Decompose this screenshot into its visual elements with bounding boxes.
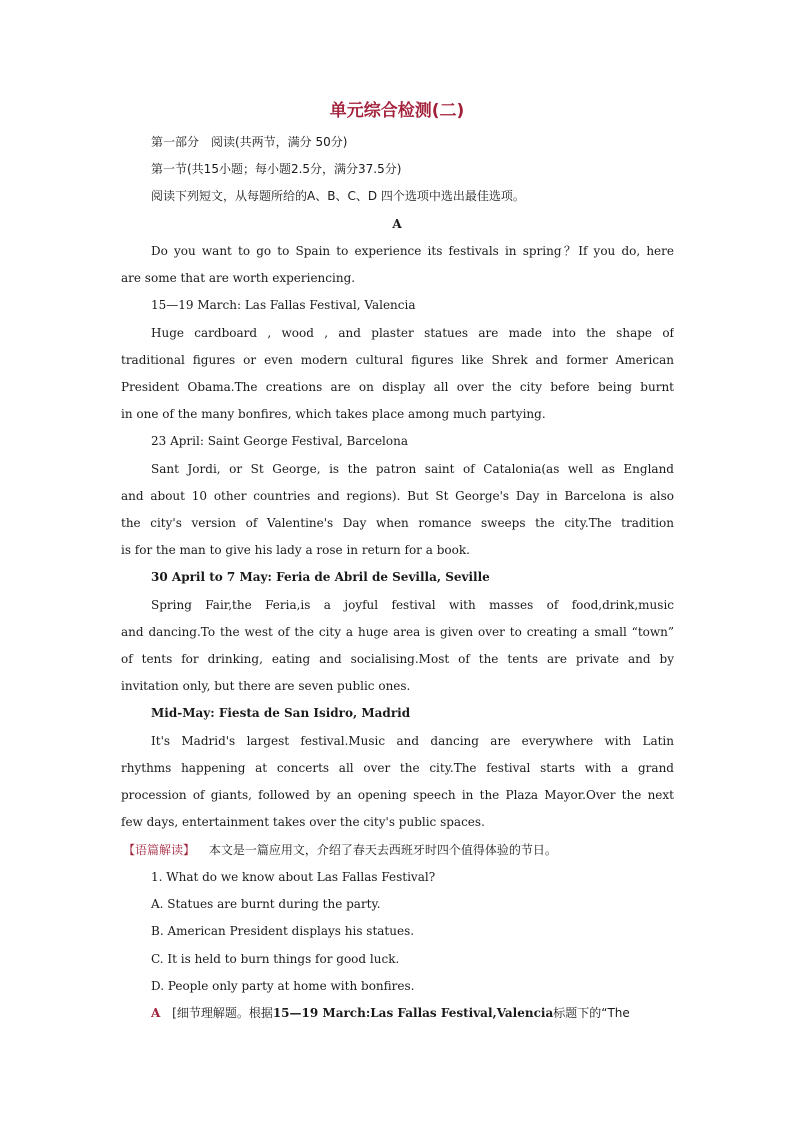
part-heading: 第一部分 阅读(共两节，满分 50分) <box>151 135 348 149</box>
paragraph-line: the city's version of Valentine's Day when romance sweeps the city.The tradition <box>121 516 674 530</box>
paragraph-line: few days, entertainment takes over the city's public spaces. <box>121 815 485 829</box>
paragraph-line: Huge cardboard , wood , and plaster statues are made into the shape of <box>151 326 674 340</box>
paragraph-line: procession of giants, followed by an opening speech in the Plaza Mayor.Over the next <box>121 788 674 802</box>
paragraph-line: and dancing.To the west of the city a huge area is given over to creating a small “town” <box>121 625 674 639</box>
paragraph-line: Spring Fair,the Feria,is a joyful festival with masses of food,drink,music <box>151 598 674 612</box>
paragraph-line: of tents for drinking, eating and socialising.Most of the tents are private and by <box>121 652 674 666</box>
question-option: A. Statues are burnt during the party. <box>151 897 381 911</box>
paragraph-line: and about 10 other countries and regions). But St George's Day in Barcelona is also <box>121 489 674 503</box>
question-option: D. People only party at home with bonfires. <box>151 979 415 993</box>
question-option: C. It is held to burn things for good luck. <box>151 952 400 966</box>
paragraph-line: is for the man to give his lady a rose in return for a book. <box>121 543 470 557</box>
explanation-text: [细节理解题。根据 <box>172 1006 273 1020</box>
answer-explanation <box>151 1005 674 1021</box>
paragraph-line: It's Madrid's largest festival.Music and dancing are everywhere with Latin <box>151 734 674 748</box>
instruction-text: 阅读下列短文，从每题所给的A、B、C、D 四个选项中选出最佳选项。 <box>151 189 525 203</box>
festival-heading: Mid-May: Fiesta de San Isidro, Madrid <box>151 706 411 720</box>
paragraph-line: rhythms happening at concerts all over the city.The festival starts with a grand <box>121 761 674 775</box>
page-title: 单元综合检测(二) <box>329 101 465 121</box>
festival-heading: 15—19 March: Las Fallas Festival, Valencia <box>151 298 416 312</box>
section-heading: 第一节(共15小题；每小题2.5分，满分37.5分) <box>151 162 402 176</box>
answer-letter: A <box>151 1006 161 1020</box>
explanation-text: 标题下的“The <box>553 1006 630 1020</box>
question-option: B. American President displays his statues. <box>151 924 415 938</box>
intro-line: are some that are worth experiencing. <box>121 271 356 285</box>
paragraph-line: in one of the many bonfires, which takes place among much partying. <box>121 407 546 421</box>
intro-line: Do you want to go to Spain to experience its festivals in spring？If you do, here <box>151 244 674 258</box>
analysis-text: 本文是一篇应用文，介绍了春天去西班牙时四个值得体验的节日。 <box>208 843 557 857</box>
analysis-tag: 【语篇解读】 <box>123 843 196 857</box>
paragraph-line: Sant Jordi, or St George, is the patron saint of Catalonia(as well as England <box>151 462 674 476</box>
passage-label: A <box>392 217 402 231</box>
paragraph-line: traditional figures or even modern cultural figures like Shrek and former American <box>121 353 674 367</box>
explanation-heading-ref: 15—19 March:Las Fallas Festival,Valencia <box>272 1006 554 1020</box>
festival-heading: 30 April to 7 May: Feria de Abril de Sevilla, Seville <box>151 570 490 584</box>
paragraph-line: invitation only, but there are seven public ones. <box>121 679 411 693</box>
question-stem: 1. What do we know about Las Fallas Festival? <box>151 870 436 884</box>
festival-heading: 23 April: Saint George Festival, Barcelona <box>151 434 408 448</box>
analysis-block <box>123 842 676 858</box>
paragraph-line: President Obama.The creations are on display all over the city before being burnt <box>121 380 674 394</box>
